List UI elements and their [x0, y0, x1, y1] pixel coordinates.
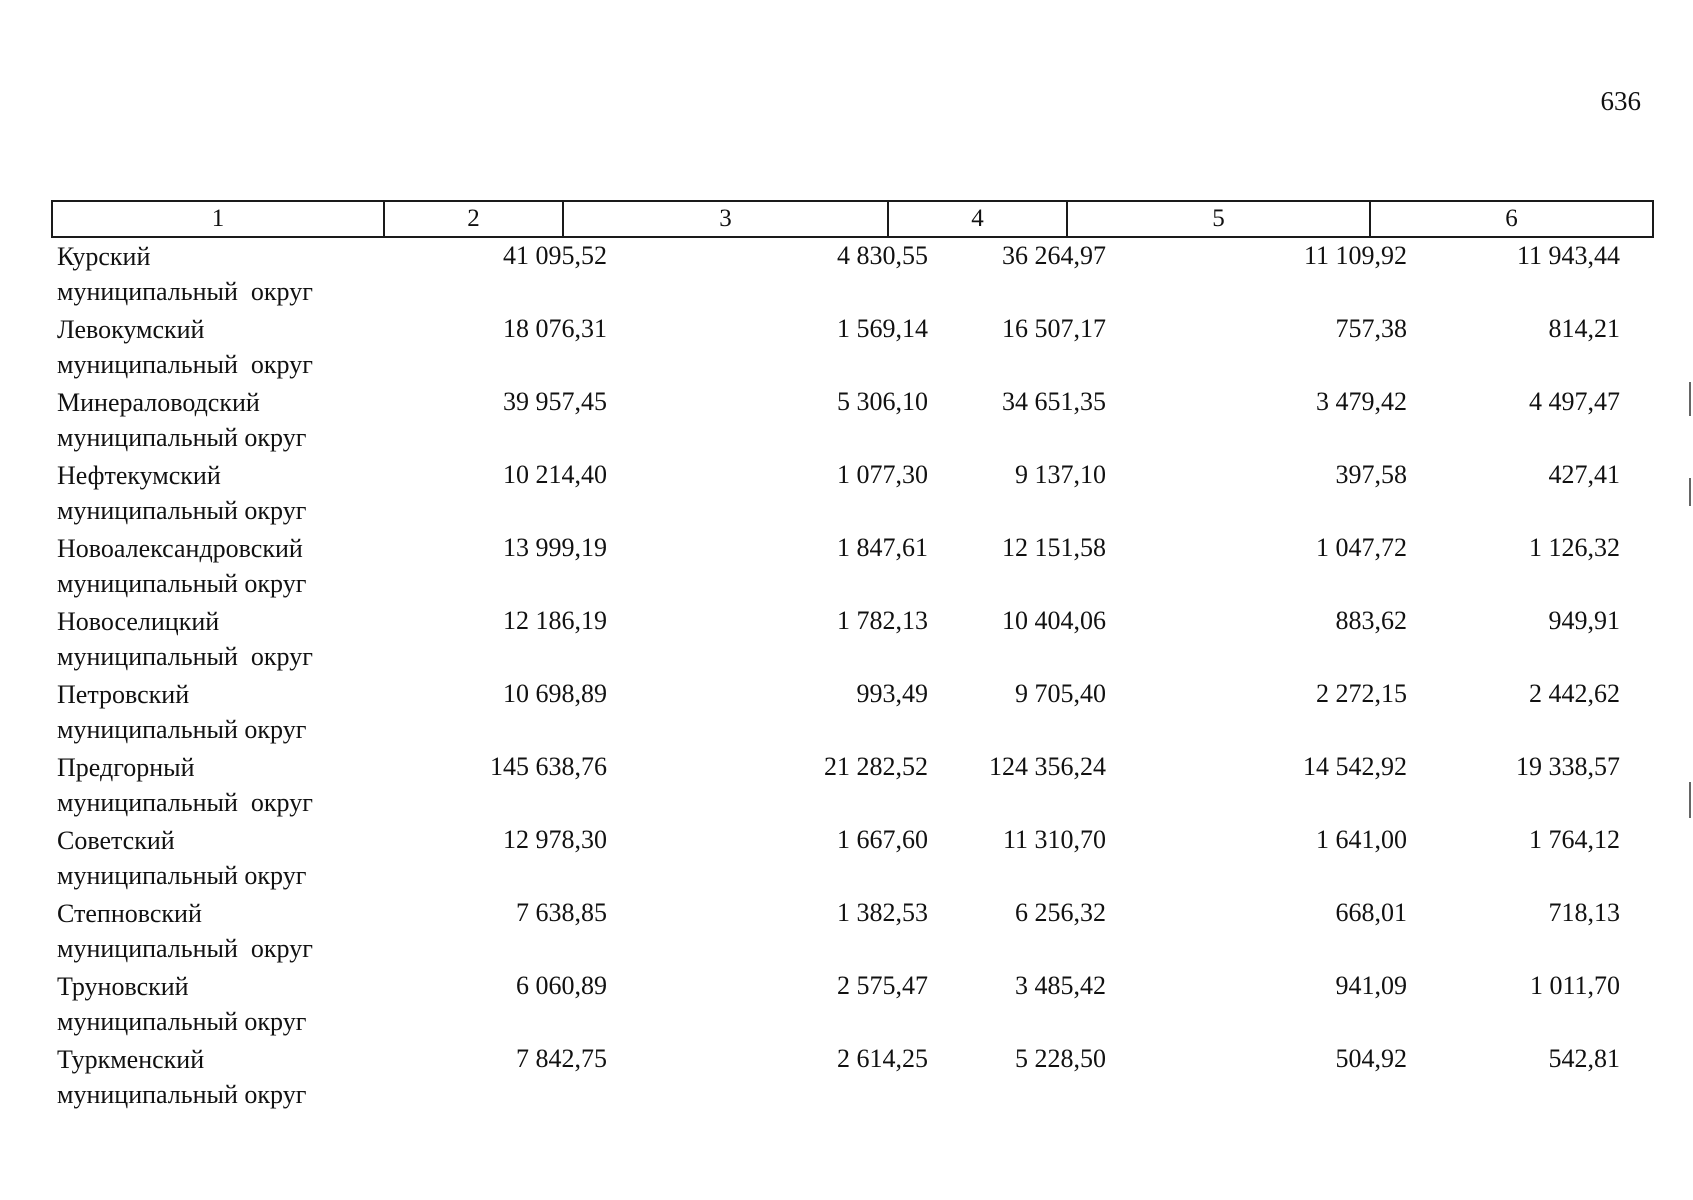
municipality-name-line2: муниципальный округ [57, 277, 313, 306]
municipality-name-line1: Труновский [57, 972, 189, 1001]
municipality-name-line2: муниципальный округ [57, 496, 307, 525]
municipality-name-line2: муниципальный округ [57, 1080, 307, 1109]
column-3-value: 1 569,14 [837, 314, 928, 343]
column-6-value: 718,13 [1548, 898, 1620, 927]
municipality-name [57, 312, 397, 382]
column-4-value: 3 485,42 [1015, 971, 1106, 1000]
column-4-value: 11 310,70 [1002, 825, 1106, 854]
column-header-2: 2 [384, 201, 563, 237]
table-row [51, 895, 1640, 968]
column-header-table [51, 200, 1654, 238]
table-row [51, 238, 1640, 311]
column-2-value: 7 638,85 [516, 898, 607, 927]
column-2-value: 10 214,40 [503, 460, 607, 489]
column-5-value: 504,92 [1335, 1044, 1407, 1073]
column-3-value: 4 830,55 [837, 241, 928, 270]
column-4-value: 36 264,97 [1002, 241, 1106, 270]
municipality-name-line2: муниципальный округ [57, 423, 307, 452]
column-5-value: 757,38 [1335, 314, 1407, 343]
column-header-4: 4 [888, 201, 1067, 237]
table-row [51, 968, 1640, 1041]
municipality-name-line2: муниципальный округ [57, 569, 307, 598]
column-5-value: 1 641,00 [1316, 825, 1407, 854]
column-header-5: 5 [1067, 201, 1370, 237]
column-6-value: 427,41 [1548, 460, 1620, 489]
municipality-name [57, 385, 397, 455]
column-header-6: 6 [1370, 201, 1653, 237]
municipality-name-line1: Нефтекумский [57, 461, 221, 490]
municipality-name [57, 604, 397, 674]
column-header-3: 3 [563, 201, 888, 237]
column-2-value: 12 978,30 [503, 825, 607, 854]
column-6-value: 1 126,32 [1529, 533, 1620, 562]
column-5-value: 941,09 [1335, 971, 1407, 1000]
column-4-value: 9 705,40 [1015, 679, 1106, 708]
municipality-name-line2: муниципальный округ [57, 1007, 307, 1036]
scan-edge-mark [1689, 782, 1691, 818]
municipality-name [57, 750, 397, 820]
municipality-name-line1: Советский [57, 826, 175, 855]
municipality-name-line1: Новоселицкий [57, 607, 220, 636]
column-3-value: 1 847,61 [837, 533, 928, 562]
column-header-1: 1 [52, 201, 384, 237]
municipality-name-line1: Предгорный [57, 753, 195, 782]
column-header-row [52, 201, 1653, 237]
column-2-value: 13 999,19 [503, 533, 607, 562]
column-3-value: 1 077,30 [837, 460, 928, 489]
municipality-name [57, 1042, 397, 1112]
column-2-value: 41 095,52 [503, 241, 607, 270]
municipality-name [57, 969, 397, 1039]
page-number: 636 [1600, 86, 1641, 116]
column-6-value: 949,91 [1548, 606, 1620, 635]
column-2-value: 7 842,75 [516, 1044, 607, 1073]
column-2-value: 10 698,89 [503, 679, 607, 708]
column-3-value: 1 782,13 [837, 606, 928, 635]
column-3-value: 993,49 [856, 679, 928, 708]
table-row [51, 1041, 1640, 1114]
column-6-value: 4 497,47 [1529, 387, 1620, 416]
table-row [51, 676, 1640, 749]
municipality-name-line2: муниципальный округ [57, 934, 313, 963]
column-4-value: 6 256,32 [1015, 898, 1106, 927]
table-row [51, 749, 1640, 822]
column-6-value: 2 442,62 [1529, 679, 1620, 708]
column-2-value: 18 076,31 [503, 314, 607, 343]
municipality-name [57, 896, 397, 966]
column-3-value: 2 575,47 [837, 971, 928, 1000]
municipality-name-line1: Новоалександровский [57, 534, 303, 563]
column-2-value: 12 186,19 [503, 606, 607, 635]
column-5-value: 668,01 [1335, 898, 1407, 927]
table-row [51, 822, 1640, 895]
column-4-value: 5 228,50 [1015, 1044, 1106, 1073]
municipality-name [57, 677, 397, 747]
scan-edge-mark [1689, 478, 1691, 506]
municipality-name-line1: Петровский [57, 680, 190, 709]
column-4-value: 16 507,17 [1002, 314, 1106, 343]
column-3-value: 21 282,52 [824, 752, 928, 781]
column-3-value: 1 382,53 [837, 898, 928, 927]
municipality-name-line2: муниципальный округ [57, 861, 307, 890]
column-6-value: 19 338,57 [1516, 752, 1620, 781]
scan-edge-mark [1689, 382, 1691, 416]
column-4-value: 34 651,35 [1002, 387, 1106, 416]
column-3-value: 5 306,10 [837, 387, 928, 416]
municipality-name-line2: муниципальный округ [57, 715, 307, 744]
municipality-name [57, 531, 397, 601]
municipality-name [57, 458, 397, 528]
column-5-value: 14 542,92 [1303, 752, 1407, 781]
table-row [51, 384, 1640, 457]
municipality-name-line2: муниципальный округ [57, 642, 313, 671]
column-5-value: 1 047,72 [1316, 533, 1407, 562]
column-4-value: 12 151,58 [1002, 533, 1106, 562]
municipality-name [57, 239, 397, 309]
municipality-name-line1: Курский [57, 242, 151, 271]
column-6-value: 814,21 [1548, 314, 1620, 343]
table-row [51, 457, 1640, 530]
column-2-value: 39 957,45 [503, 387, 607, 416]
column-6-value: 11 943,44 [1516, 241, 1620, 270]
table-row [51, 530, 1640, 603]
column-5-value: 883,62 [1335, 606, 1407, 635]
column-5-value: 3 479,42 [1316, 387, 1407, 416]
column-4-value: 9 137,10 [1015, 460, 1106, 489]
column-6-value: 1 011,70 [1529, 971, 1620, 1000]
table-row [51, 603, 1640, 676]
column-2-value: 145 638,76 [490, 752, 607, 781]
municipality-name [57, 823, 397, 893]
municipality-name-line2: муниципальный округ [57, 350, 313, 379]
column-2-value: 6 060,89 [516, 971, 607, 1000]
column-4-value: 124 356,24 [989, 752, 1106, 781]
municipality-name-line1: Левокумский [57, 315, 205, 344]
municipality-name-line1: Степновский [57, 899, 202, 928]
column-5-value: 11 109,92 [1303, 241, 1407, 270]
municipality-name-line1: Туркменский [57, 1045, 205, 1074]
table-body [51, 238, 1640, 1114]
column-5-value: 397,58 [1335, 460, 1407, 489]
column-3-value: 1 667,60 [837, 825, 928, 854]
column-6-value: 1 764,12 [1529, 825, 1620, 854]
column-3-value: 2 614,25 [837, 1044, 928, 1073]
table-row [51, 311, 1640, 384]
column-5-value: 2 272,15 [1316, 679, 1407, 708]
municipality-name-line1: Минераловодский [57, 388, 260, 417]
column-4-value: 10 404,06 [1002, 606, 1106, 635]
municipality-name-line2: муниципальный округ [57, 788, 313, 817]
column-6-value: 542,81 [1548, 1044, 1620, 1073]
